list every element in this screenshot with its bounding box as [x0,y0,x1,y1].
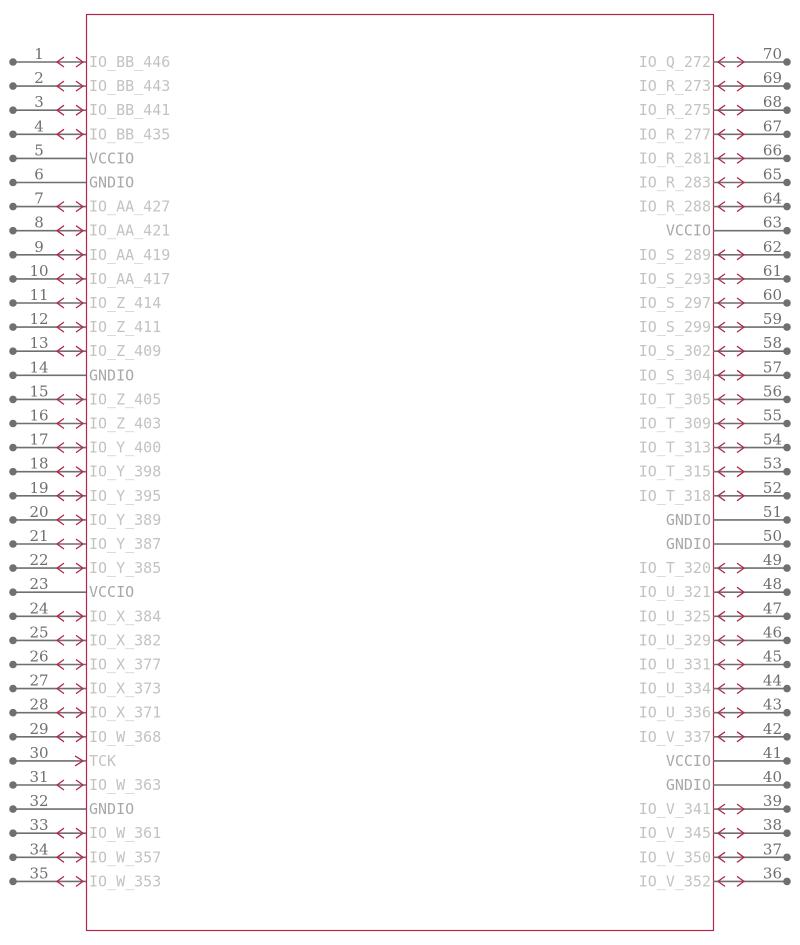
pin-label: IO_R_277 [638,125,711,144]
pin-number: 22 [29,551,49,570]
pin-41-vccio[interactable] [666,744,791,770]
pin-terminal-dot [9,106,17,114]
pin-label: IO_R_281 [638,149,711,168]
pin-47-io-u-325[interactable] [639,599,791,625]
pin-label: GNDIO [89,173,135,192]
pin-57-io-s-304[interactable] [639,358,791,384]
pin-number: 39 [762,792,782,811]
pin-terminal-dot [783,227,791,235]
pin-36-io-v-352[interactable] [639,864,791,890]
pin-number: 12 [29,310,49,329]
pin-11-io-z-414[interactable] [9,286,161,312]
pin-label: IO_S_289 [638,245,711,264]
pin-number: 40 [762,768,782,786]
pin-9-io-aa-419[interactable] [9,238,170,264]
pin-number: 42 [762,719,782,738]
pin-label: IO_Z_411 [89,318,162,337]
pin-43-io-u-336[interactable] [639,696,791,722]
pin-label: IO_W_353 [89,872,162,891]
pin-6-gndio[interactable] [9,166,134,192]
pin-number: 64 [762,189,782,208]
pin-terminal-dot [9,179,17,187]
pin-terminal-dot [783,781,791,789]
pin-label: IO_V_341 [638,800,711,819]
pin-terminal-dot [783,299,791,307]
pin-label: VCCIO [89,583,135,602]
pin-39-io-v-341[interactable] [639,792,791,818]
pin-label: IO_Y_395 [89,486,162,505]
pin-number: 16 [29,406,49,425]
pin-12-io-z-411[interactable] [9,310,161,336]
pin-label: VCCIO [665,221,711,240]
pin-label: IO_Y_398 [89,462,162,481]
pin-terminal-dot [9,420,17,428]
pin-label: IO_Y_400 [89,438,162,457]
pin-label: IO_W_368 [89,727,162,746]
pin-48-io-u-321[interactable] [639,575,791,601]
pin-16-io-z-403[interactable] [9,407,161,433]
pin-number: 55 [762,406,782,425]
pin-terminal-dot [783,854,791,862]
pin-number: 20 [29,502,49,521]
pin-29-io-w-368[interactable] [9,720,161,746]
pin-number: 27 [29,671,49,690]
pin-terminal-dot [783,613,791,621]
pin-44-io-u-334[interactable] [639,672,791,698]
pin-number: 57 [762,358,782,377]
pin-terminal-dot [9,444,17,452]
pin-3-io-bb-441[interactable] [9,93,170,119]
pin-terminal-dot [783,468,791,476]
pin-terminal-dot [9,372,17,380]
pin-number: 17 [29,430,49,449]
pin-33-io-w-361[interactable] [9,816,161,842]
pin-label: GNDIO [665,535,711,553]
pin-label: IO_BB_443 [89,77,171,96]
pin-terminal-dot [783,203,791,211]
pin-28-io-x-371[interactable] [9,696,161,722]
pin-32-gndio[interactable] [9,792,134,818]
pin-66-io-r-281[interactable] [639,141,791,167]
pin-number: 31 [29,768,49,786]
pin-label: IO_U_334 [638,679,711,698]
pin-terminal-dot [9,661,17,669]
pin-label: GNDIO [665,510,711,529]
pin-17-io-y-400[interactable] [9,431,161,457]
pin-number: 58 [762,334,782,353]
pin-54-io-t-313[interactable] [639,431,791,457]
pin-label: IO_V_352 [638,872,711,891]
pin-terminal-dot [783,396,791,404]
pin-number: 70 [762,45,782,63]
pin-52-io-t-318[interactable] [639,479,791,505]
pin-59-io-s-299[interactable] [639,310,791,336]
pin-label: IO_S_304 [638,366,711,385]
pin-61-io-s-293[interactable] [639,262,791,288]
pin-70-io-q-272[interactable] [639,45,791,71]
pin-23-vccio[interactable] [9,575,134,601]
pin-terminal-dot [783,516,791,524]
pin-number: 69 [762,69,782,88]
pin-49-io-t-320[interactable] [639,551,791,577]
pin-number: 44 [762,671,782,690]
pin-20-io-y-389[interactable] [9,503,161,529]
pin-label: IO_X_377 [89,655,162,674]
pin-label: GNDIO [89,366,135,385]
pin-27-io-x-373[interactable] [9,672,161,698]
pin-7-io-aa-427[interactable] [9,190,170,216]
pin-terminal-dot [783,805,791,813]
pin-label: IO_AA_427 [89,197,171,216]
pin-terminal-dot [9,878,17,886]
pin-terminal-dot [783,878,791,886]
pin-terminal-dot [9,492,17,500]
pin-number: 37 [762,840,782,859]
pin-number: 34 [29,840,49,859]
pin-68-io-r-275[interactable] [639,93,791,119]
pin-terminal-dot [783,588,791,596]
pin-38-io-v-345[interactable] [639,816,791,842]
pin-35-io-w-353[interactable] [9,864,161,890]
pin-50-gndio[interactable] [666,527,791,553]
pin-number: 18 [29,454,49,473]
pin-label: IO_W_363 [89,776,162,794]
pin-label: IO_BB_435 [89,125,171,144]
pin-number: 3 [34,93,44,112]
pin-number: 28 [29,695,49,714]
pin-number: 47 [762,599,782,618]
pin-label: IO_Z_409 [89,342,162,361]
pin-number: 14 [29,358,49,377]
pin-24-io-x-384[interactable] [9,599,161,625]
pin-53-io-t-315[interactable] [639,455,791,481]
pin-terminal-dot [783,58,791,66]
pin-terminal-dot [783,709,791,717]
pin-number: 25 [29,623,49,642]
pin-terminal-dot [9,323,17,331]
pin-label: IO_U_331 [638,655,711,674]
pin-number: 53 [762,454,782,473]
pin-terminal-dot [9,131,17,139]
pin-label: IO_R_273 [638,77,711,96]
pin-label: IO_AA_417 [89,269,171,288]
pin-terminal-dot [783,82,791,90]
pin-number: 46 [762,623,782,642]
pin-label: IO_Y_387 [89,535,162,553]
pin-18-io-y-398[interactable] [9,455,161,481]
pin-terminal-dot [9,757,17,765]
pin-number: 61 [762,261,782,280]
pin-number: 13 [29,334,49,353]
pin-terminal-dot [783,540,791,548]
pin-21-io-y-387[interactable] [9,527,161,553]
pin-13-io-z-409[interactable] [9,334,161,360]
pin-number: 26 [29,647,49,666]
pin-number: 65 [762,165,782,184]
pin-number: 41 [762,743,782,762]
pin-19-io-y-395[interactable] [9,479,161,505]
pin-terminal-dot [783,637,791,645]
pin-14-gndio[interactable] [9,358,134,384]
pin-terminal-dot [9,82,17,90]
pin-64-io-r-288[interactable] [639,190,791,216]
pin-number: 67 [762,117,782,136]
pin-number: 35 [29,864,49,883]
pin-terminal-dot [9,733,17,741]
pin-label: IO_U_325 [638,607,711,626]
pin-number: 32 [29,792,49,811]
pin-label: IO_R_283 [638,173,711,192]
pin-15-io-z-405[interactable] [9,382,161,408]
pin-terminal-dot [9,275,17,283]
pin-terminal-dot [9,58,17,66]
pin-number: 38 [762,816,782,835]
pin-label: VCCIO [89,149,135,168]
pin-5-vccio[interactable] [9,141,134,167]
pin-25-io-x-382[interactable] [9,623,161,649]
pin-terminal-dot [9,854,17,862]
pin-number: 45 [762,647,782,666]
pin-label: IO_BB_441 [89,101,171,120]
pin-terminal-dot [783,492,791,500]
pin-label: IO_X_373 [89,679,162,698]
pin-terminal-dot [9,347,17,355]
pin-number: 30 [29,743,49,762]
pin-terminal-dot [9,251,17,259]
pin-34-io-w-357[interactable] [9,840,161,866]
pin-1-io-bb-446[interactable] [9,45,170,71]
pin-number: 60 [762,286,782,304]
pin-label: IO_X_371 [89,703,162,722]
left-pin-group [9,45,170,890]
pin-terminal-dot [783,131,791,139]
pin-63-vccio[interactable] [666,214,791,240]
pin-number: 59 [762,310,782,329]
pin-number: 50 [762,527,782,545]
pin-terminal-dot [783,251,791,259]
pin-label: IO_V_337 [638,727,711,746]
pin-number: 66 [762,141,782,160]
pin-45-io-u-331[interactable] [639,648,791,674]
pin-label: IO_Z_403 [89,414,162,433]
pin-number: 56 [762,382,782,401]
pin-2-io-bb-443[interactable] [9,69,170,95]
pin-terminal-dot [9,155,17,163]
pin-terminal-dot [783,733,791,741]
pin-number: 10 [29,261,49,280]
pin-label: IO_S_297 [638,294,711,312]
pin-label: IO_R_288 [638,197,711,216]
pin-terminal-dot [783,661,791,669]
pin-label: GNDIO [89,800,135,819]
pin-number: 6 [34,165,44,184]
pin-number: 54 [762,430,782,449]
pin-terminal-dot [9,781,17,789]
pin-number: 1 [34,45,44,63]
pin-terminal-dot [783,420,791,428]
pin-terminal-dot [783,179,791,187]
pin-label: VCCIO [665,751,711,770]
pin-number: 43 [762,695,782,714]
pin-terminal-dot [9,299,17,307]
pin-56-io-t-305[interactable] [639,382,791,408]
pin-terminal-dot [9,685,17,693]
pin-label: IO_X_382 [89,631,162,650]
pin-number: 11 [29,286,49,304]
pin-label: GNDIO [665,776,711,794]
pin-terminal-dot [783,323,791,331]
pin-label: TCK [89,751,117,770]
pin-terminal-dot [9,829,17,837]
pin-58-io-s-302[interactable] [639,334,791,360]
pin-terminal-dot [9,540,17,548]
pin-42-io-v-337[interactable] [639,720,791,746]
pin-terminal-dot [9,227,17,235]
pin-10-io-aa-417[interactable] [9,262,170,288]
pin-terminal-dot [9,203,17,211]
pin-65-io-r-283[interactable] [639,166,791,192]
pin-terminal-dot [9,516,17,524]
pin-label: IO_W_357 [89,848,162,867]
pin-label: IO_T_309 [638,414,711,433]
pin-label: IO_Q_272 [638,53,711,71]
pin-number: 4 [34,117,44,136]
pin-terminal-dot [783,372,791,380]
pin-37-io-v-350[interactable] [639,840,791,866]
pin-terminal-dot [9,637,17,645]
pin-terminal-dot [9,396,17,404]
pin-label: IO_AA_421 [89,221,171,240]
pin-number: 51 [762,502,782,521]
pin-label: IO_T_305 [638,390,711,409]
pin-terminal-dot [783,685,791,693]
pin-number: 9 [34,237,44,256]
pin-terminal-dot [783,155,791,163]
pin-number: 24 [29,599,49,618]
pin-label: IO_S_293 [638,269,711,288]
pin-number: 19 [29,478,49,497]
pin-number: 49 [762,551,782,570]
pin-number: 23 [29,575,49,594]
pin-label: IO_V_345 [638,824,711,843]
pin-69-io-r-273[interactable] [639,69,791,95]
pin-label: IO_T_315 [638,462,711,481]
pin-60-io-s-297[interactable] [639,286,791,312]
pin-8-io-aa-421[interactable] [9,214,170,240]
pin-number: 2 [34,69,44,88]
pin-label: IO_AA_419 [89,245,171,264]
pin-number: 63 [762,213,782,232]
pin-label: IO_Y_385 [89,559,162,578]
pin-label: IO_W_361 [89,824,162,843]
pin-terminal-dot [783,347,791,355]
pin-terminal-dot [783,564,791,572]
pin-label: IO_S_302 [638,342,711,361]
pin-label: IO_U_329 [638,631,711,650]
pin-number: 7 [34,189,44,208]
pin-label: IO_Y_389 [89,510,162,529]
pin-number: 48 [762,575,782,594]
pin-terminal-dot [783,106,791,114]
pin-terminal-dot [783,444,791,452]
pin-label: IO_T_320 [638,559,711,578]
pin-terminal-dot [9,709,17,717]
pin-22-io-y-385[interactable] [9,551,161,577]
pin-label: IO_X_384 [89,607,162,626]
pin-terminal-dot [783,829,791,837]
pin-terminal-dot [9,468,17,476]
right-pin-group [639,45,791,890]
pin-number: 36 [762,864,782,883]
pin-26-io-x-377[interactable] [9,648,161,674]
pin-terminal-dot [9,613,17,621]
pin-terminal-dot [9,564,17,572]
pin-label: IO_Z_414 [89,294,162,312]
pin-label: IO_Z_405 [89,390,162,409]
pin-62-io-s-289[interactable] [639,238,791,264]
pin-number: 29 [29,719,49,738]
pin-label: IO_S_299 [638,318,711,337]
pin-number: 68 [762,93,782,112]
pin-number: 33 [29,816,49,835]
pin-terminal-dot [783,757,791,765]
pin-number: 15 [29,382,49,401]
pin-label: IO_V_350 [638,848,711,867]
pin-label: IO_BB_446 [89,53,171,71]
pin-30-tck[interactable] [9,744,116,770]
pin-46-io-u-329[interactable] [639,623,791,649]
pin-label: IO_R_275 [638,101,711,120]
pin-terminal-dot [9,588,17,596]
pin-31-io-w-363[interactable] [9,768,161,794]
pin-terminal-dot [783,275,791,283]
pin-label: IO_T_313 [638,438,711,457]
pin-number: 21 [29,527,49,545]
pin-number: 5 [34,141,44,160]
pin-number: 8 [34,213,44,232]
pin-67-io-r-277[interactable] [639,117,791,143]
pin-label: IO_T_318 [638,486,711,505]
pin-label: IO_U_321 [638,583,711,602]
component-body[interactable] [87,15,714,931]
pin-label: IO_U_336 [638,703,711,722]
pin-51-gndio[interactable] [666,503,791,529]
pin-4-io-bb-435[interactable] [9,117,170,143]
pin-terminal-dot [9,805,17,813]
pin-40-gndio[interactable] [666,768,791,794]
pin-number: 52 [762,478,782,497]
pin-number: 62 [762,237,782,256]
pin-55-io-t-309[interactable] [639,407,791,433]
